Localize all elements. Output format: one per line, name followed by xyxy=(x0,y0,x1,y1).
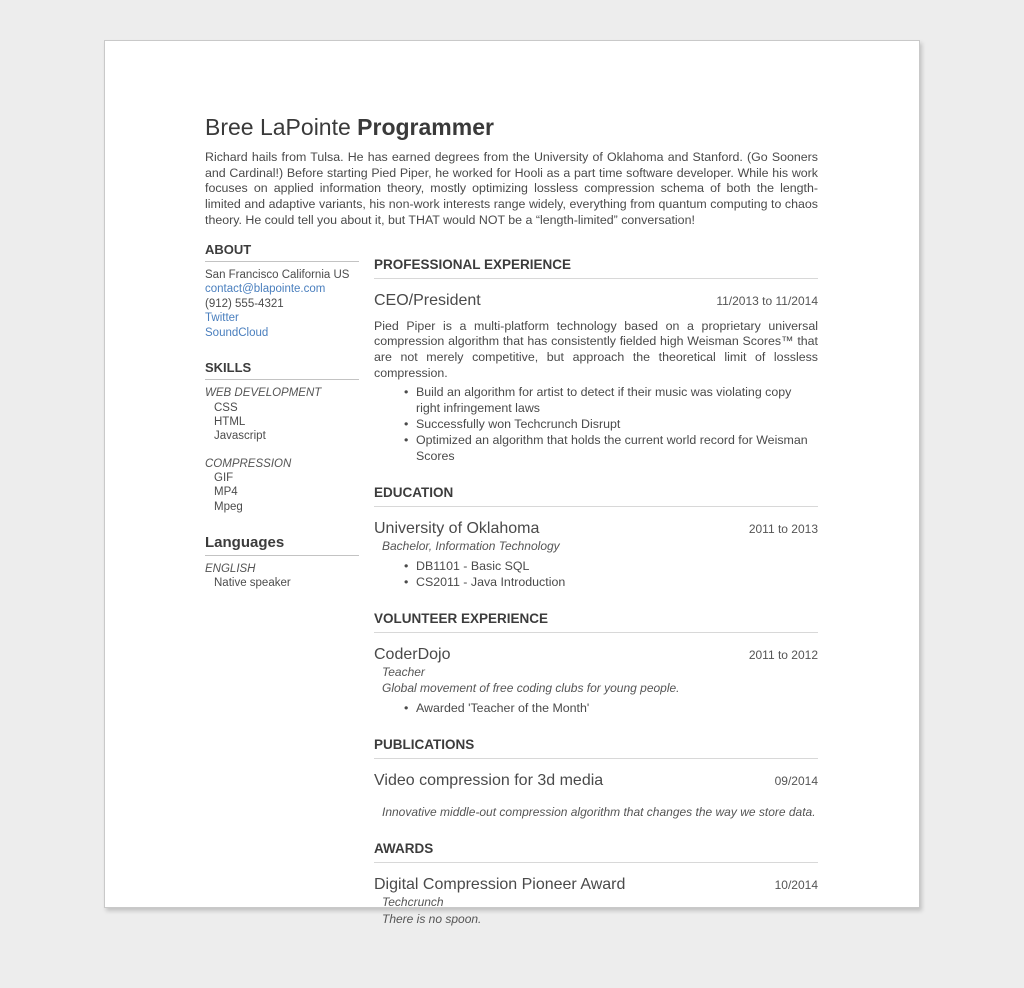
entry-date: 2011 to 2013 xyxy=(748,522,818,537)
entry-header xyxy=(374,519,818,538)
section-publications xyxy=(374,737,818,821)
experience-entry xyxy=(374,291,818,465)
entry-description: Innovative middle-out compression algorithm that changes the way we store data. xyxy=(382,804,816,819)
page-title xyxy=(205,114,818,141)
soundcloud-link[interactable]: SoundCloud xyxy=(205,326,269,339)
entry-title: CEO/President xyxy=(374,291,481,309)
section-heading: EDUCATION xyxy=(374,485,818,507)
entry-subtitle: Bachelor, Information Technology xyxy=(382,539,560,554)
education-entry xyxy=(374,519,818,590)
skill-group-name: COMPRESSION xyxy=(205,457,292,470)
candidate-name: Bree LaPointe xyxy=(205,114,351,140)
entry-bullet: • Optimized an algorithm that holds the current world record for Weisman Scores xyxy=(404,432,818,464)
entry-title: Digital Compression Pioneer Award xyxy=(374,876,626,894)
skill-group xyxy=(205,457,359,514)
entry-description: Pied Piper is a multi-platform technology based on a proprietary universal compression algorithm that has consistently fielded high Weisman Scores™ that are not merely competitive, but approach the theoretical limit of lossless compression. xyxy=(374,318,818,380)
entry-bullet: • Successfully won Techcrunch Disrupt xyxy=(404,416,818,432)
entry-bullet: • DB1101 - Basic SQL xyxy=(404,558,818,574)
entry-header xyxy=(374,645,818,664)
entry-date: 09/2014 xyxy=(774,773,818,788)
about-section xyxy=(205,242,359,341)
language-name: ENGLISH xyxy=(205,562,256,575)
section-professional-experience xyxy=(374,257,818,465)
phone-text: (912) 555-4321 xyxy=(205,297,284,310)
entry-subtitle2: Global movement of free coding clubs for young people. xyxy=(382,681,680,696)
languages-heading: Languages xyxy=(205,534,359,556)
skill-item: MP4 xyxy=(214,486,238,499)
entry-date: 11/2013 to 11/2014 xyxy=(716,293,818,308)
entry-header xyxy=(374,771,818,790)
language-level: Native speaker xyxy=(214,577,291,590)
entry-header xyxy=(374,875,818,894)
main-column xyxy=(374,242,818,949)
skill-group-name: WEB DEVELOPMENT xyxy=(205,387,322,400)
section-heading: AWARDS xyxy=(374,841,818,863)
skill-item: HTML xyxy=(214,416,246,429)
skill-item: GIF xyxy=(214,472,234,485)
skills-heading: SKILLS xyxy=(205,360,359,380)
skill-group xyxy=(205,386,359,443)
award-entry xyxy=(374,875,818,927)
entry-title: CoderDojo xyxy=(374,645,451,663)
language-group xyxy=(205,562,359,591)
email-link[interactable]: contact@blapointe.com xyxy=(205,283,326,296)
section-heading: PROFESSIONAL EXPERIENCE xyxy=(374,257,818,279)
entry-bullet: • Build an algorithm for artist to detect if their music was violating copy right infringement laws xyxy=(404,384,818,416)
about-heading: ABOUT xyxy=(205,242,359,262)
skill-item: Mpeg xyxy=(214,500,243,513)
section-education xyxy=(374,485,818,590)
section-volunteer-experience xyxy=(374,611,818,716)
section-heading: VOLUNTEER EXPERIENCE xyxy=(374,611,818,633)
entry-title: University of Oklahoma xyxy=(374,520,540,538)
languages-section xyxy=(205,534,359,591)
entry-subtitle2: There is no spoon. xyxy=(382,911,482,926)
skills-section xyxy=(205,360,359,513)
skill-item: CSS xyxy=(214,401,238,414)
candidate-role: Programmer xyxy=(357,114,494,140)
entry-header xyxy=(374,291,818,310)
location-text: San Francisco California US xyxy=(205,268,350,281)
entry-title: Video compression for 3d media xyxy=(374,771,604,789)
resume-content xyxy=(105,41,919,948)
candidate-summary: Richard hails from Tulsa. He has earned degrees from the University of Oklahoma and Stanford. (Go Sooners and Cardinal!) Before starting Pied Piper, he worked for Hooli as a part time software developer. While his work focuses on applied information theory, mostly optimizing lossless compression schema of both the length-limited and adaptive variants, his non-work interests range widely, everything from quantum computing to chaos theory. He could tell you about it, but THAT would NOT be a “length-limited” conversation! xyxy=(205,150,818,227)
entry-date: 2011 to 2012 xyxy=(748,647,818,662)
entry-subtitle: Teacher xyxy=(382,664,425,679)
entry-bullets xyxy=(374,558,818,590)
entry-bullets xyxy=(374,384,818,464)
two-column-layout xyxy=(205,242,818,949)
skill-item: Javascript xyxy=(214,430,266,443)
volunteer-entry xyxy=(374,645,818,716)
twitter-link[interactable]: Twitter xyxy=(205,312,239,325)
sidebar xyxy=(205,242,359,949)
publication-entry xyxy=(374,771,818,821)
entry-subtitle: Techcrunch xyxy=(382,895,444,910)
entry-date: 10/2014 xyxy=(774,878,818,893)
section-heading: PUBLICATIONS xyxy=(374,737,818,759)
entry-bullet: • Awarded 'Teacher of the Month' xyxy=(404,700,818,716)
resume-page xyxy=(104,40,920,926)
entry-bullets xyxy=(374,700,818,716)
entry-bullet: • CS2011 - Java Introduction xyxy=(404,574,818,590)
section-awards xyxy=(374,841,818,927)
